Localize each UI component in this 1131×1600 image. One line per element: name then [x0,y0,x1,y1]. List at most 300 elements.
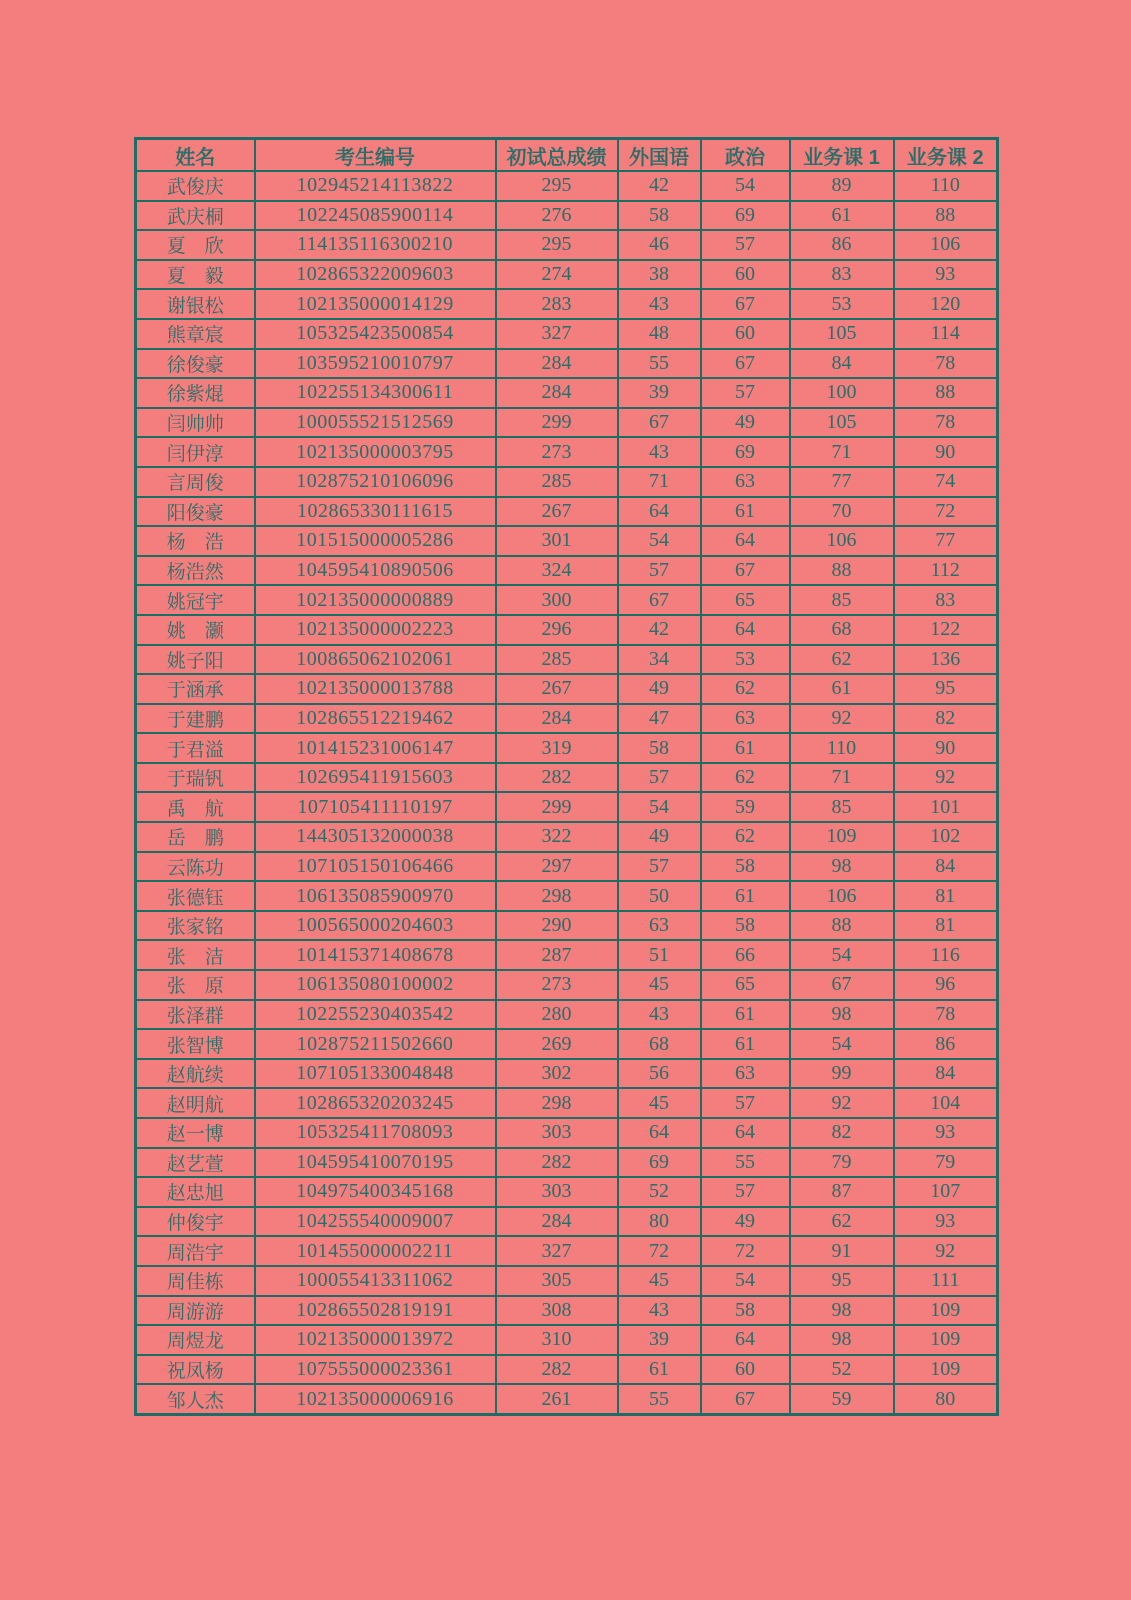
cell-foreign-language: 80 [618,1207,701,1237]
cell-name: 仲俊宇 [136,1207,255,1237]
cell-total: 280 [496,1000,618,1030]
cell-course1: 86 [790,230,894,260]
cell-name: 言周俊 [136,467,255,497]
cell-candidate-id: 101455000002211 [255,1236,496,1266]
cell-course1: 53 [790,289,894,319]
cell-course2: 78 [894,349,998,379]
cell-politics: 65 [701,970,790,1000]
cell-name: 赵艺萱 [136,1148,255,1178]
cell-course2: 93 [894,1118,998,1148]
cell-politics: 57 [701,378,790,408]
table-row [136,881,998,911]
cell-politics: 58 [701,1296,790,1326]
cell-name: 于涵承 [136,674,255,704]
cell-candidate-id: 114135116300210 [255,230,496,260]
cell-politics: 64 [701,1118,790,1148]
cell-name: 杨浩然 [136,556,255,586]
cell-course1: 98 [790,852,894,882]
cell-politics: 61 [701,733,790,763]
cell-total: 295 [496,230,618,260]
cell-course1: 70 [790,497,894,527]
cell-foreign-language: 43 [618,1296,701,1326]
cell-course1: 79 [790,1148,894,1178]
cell-foreign-language: 67 [618,585,701,615]
cell-foreign-language: 64 [618,1118,701,1148]
cell-politics: 61 [701,497,790,527]
cell-politics: 69 [701,437,790,467]
table-row [136,763,998,793]
table-row [136,408,998,438]
cell-course2: 93 [894,260,998,290]
cell-course1: 61 [790,201,894,231]
cell-foreign-language: 55 [618,1384,701,1414]
cell-course2: 109 [894,1355,998,1385]
cell-course2: 84 [894,852,998,882]
cell-course1: 62 [790,645,894,675]
cell-candidate-id: 102255230403542 [255,1000,496,1030]
cell-politics: 62 [701,674,790,704]
cell-course1: 62 [790,1207,894,1237]
cell-candidate-id: 102135000006916 [255,1384,496,1414]
cell-politics: 49 [701,1207,790,1237]
table-row [136,1296,998,1326]
table-row [136,1236,998,1266]
cell-foreign-language: 56 [618,1059,701,1089]
cell-total: 308 [496,1296,618,1326]
column-header: 姓名 [136,139,255,172]
cell-total: 290 [496,911,618,941]
table-row [136,704,998,734]
cell-course1: 82 [790,1118,894,1148]
cell-politics: 67 [701,556,790,586]
cell-foreign-language: 42 [618,171,701,201]
cell-course2: 110 [894,171,998,201]
cell-course2: 79 [894,1148,998,1178]
cell-name: 于建鹏 [136,704,255,734]
table-row [136,467,998,497]
cell-candidate-id: 102245085900114 [255,201,496,231]
cell-course2: 82 [894,704,998,734]
cell-name: 张家铭 [136,911,255,941]
cell-course2: 95 [894,674,998,704]
cell-politics: 60 [701,319,790,349]
cell-total: 299 [496,792,618,822]
cell-foreign-language: 54 [618,526,701,556]
cell-course1: 109 [790,822,894,852]
cell-total: 282 [496,1355,618,1385]
cell-candidate-id: 102865320203245 [255,1088,496,1118]
score-table-container [134,137,999,1416]
cell-name: 武庆桐 [136,201,255,231]
cell-name: 夏 毅 [136,260,255,290]
cell-candidate-id: 102135000014129 [255,289,496,319]
cell-foreign-language: 43 [618,289,701,319]
cell-candidate-id: 100565000204603 [255,911,496,941]
cell-foreign-language: 39 [618,378,701,408]
cell-name: 岳 鹏 [136,822,255,852]
cell-name: 谢银松 [136,289,255,319]
cell-name: 赵明航 [136,1088,255,1118]
cell-foreign-language: 52 [618,1177,701,1207]
table-row [136,1029,998,1059]
score-table [134,137,999,1416]
cell-name: 赵一博 [136,1118,255,1148]
cell-name: 张智博 [136,1029,255,1059]
cell-total: 296 [496,615,618,645]
cell-foreign-language: 38 [618,260,701,290]
cell-course1: 100 [790,378,894,408]
cell-candidate-id: 104595410890506 [255,556,496,586]
cell-course2: 112 [894,556,998,586]
cell-name: 云陈功 [136,852,255,882]
cell-foreign-language: 64 [618,497,701,527]
cell-candidate-id: 107555000023361 [255,1355,496,1385]
cell-name: 武俊庆 [136,171,255,201]
cell-course1: 98 [790,1000,894,1030]
cell-total: 305 [496,1266,618,1296]
cell-politics: 54 [701,1266,790,1296]
cell-course2: 80 [894,1384,998,1414]
cell-foreign-language: 58 [618,201,701,231]
cell-course2: 90 [894,733,998,763]
cell-course1: 71 [790,437,894,467]
cell-foreign-language: 46 [618,230,701,260]
table-row [136,201,998,231]
cell-total: 319 [496,733,618,763]
cell-candidate-id: 102255134300611 [255,378,496,408]
cell-name: 于君溢 [136,733,255,763]
table-row [136,497,998,527]
cell-name: 徐俊豪 [136,349,255,379]
cell-course1: 61 [790,674,894,704]
cell-name: 周浩宇 [136,1236,255,1266]
cell-candidate-id: 107105133004848 [255,1059,496,1089]
cell-politics: 62 [701,763,790,793]
cell-course1: 92 [790,1088,894,1118]
table-row [136,289,998,319]
cell-candidate-id: 106135085900970 [255,881,496,911]
cell-total: 295 [496,171,618,201]
cell-course1: 91 [790,1236,894,1266]
cell-course2: 107 [894,1177,998,1207]
cell-candidate-id: 102875211502660 [255,1029,496,1059]
cell-politics: 65 [701,585,790,615]
table-row [136,792,998,822]
cell-course1: 98 [790,1296,894,1326]
table-row [136,970,998,1000]
cell-total: 269 [496,1029,618,1059]
table-row [136,319,998,349]
cell-course1: 84 [790,349,894,379]
cell-politics: 67 [701,349,790,379]
cell-candidate-id: 104975400345168 [255,1177,496,1207]
cell-course1: 105 [790,319,894,349]
column-header: 初试总成绩 [496,139,618,172]
cell-foreign-language: 48 [618,319,701,349]
cell-name: 熊章宸 [136,319,255,349]
cell-name: 张泽群 [136,1000,255,1030]
table-row [136,585,998,615]
table-row [136,674,998,704]
cell-total: 322 [496,822,618,852]
cell-foreign-language: 69 [618,1148,701,1178]
cell-candidate-id: 106135080100002 [255,970,496,1000]
cell-candidate-id: 107105150106466 [255,852,496,882]
cell-course1: 89 [790,171,894,201]
cell-total: 298 [496,1088,618,1118]
cell-course1: 77 [790,467,894,497]
column-header: 外国语 [618,139,701,172]
cell-course1: 106 [790,881,894,911]
cell-foreign-language: 57 [618,852,701,882]
cell-politics: 58 [701,911,790,941]
table-row [136,1384,998,1414]
cell-total: 273 [496,970,618,1000]
cell-name: 张 原 [136,970,255,1000]
cell-politics: 66 [701,940,790,970]
cell-candidate-id: 102135000003795 [255,437,496,467]
cell-total: 273 [496,437,618,467]
cell-course1: 106 [790,526,894,556]
cell-foreign-language: 55 [618,349,701,379]
cell-total: 282 [496,1148,618,1178]
table-row [136,437,998,467]
cell-candidate-id: 100055413311062 [255,1266,496,1296]
table-row [136,733,998,763]
table-row [136,1088,998,1118]
table-row [136,822,998,852]
cell-total: 267 [496,497,618,527]
cell-course1: 52 [790,1355,894,1385]
cell-politics: 57 [701,1088,790,1118]
cell-total: 284 [496,1207,618,1237]
table-row [136,645,998,675]
cell-course2: 92 [894,1236,998,1266]
cell-politics: 57 [701,1177,790,1207]
cell-politics: 61 [701,1000,790,1030]
cell-course1: 59 [790,1384,894,1414]
cell-candidate-id: 102865322009603 [255,260,496,290]
cell-total: 287 [496,940,618,970]
cell-politics: 60 [701,1355,790,1385]
cell-course2: 81 [894,911,998,941]
cell-candidate-id: 105325423500854 [255,319,496,349]
cell-politics: 64 [701,1325,790,1355]
table-row [136,349,998,379]
cell-foreign-language: 47 [618,704,701,734]
cell-course2: 72 [894,497,998,527]
cell-total: 299 [496,408,618,438]
cell-name: 禹 航 [136,792,255,822]
cell-course2: 78 [894,1000,998,1030]
column-header: 业务课 1 [790,139,894,172]
cell-politics: 58 [701,852,790,882]
cell-politics: 63 [701,1059,790,1089]
cell-foreign-language: 54 [618,792,701,822]
cell-total: 310 [496,1325,618,1355]
table-row [136,230,998,260]
table-row [136,1148,998,1178]
cell-name: 周佳栋 [136,1266,255,1296]
cell-course1: 99 [790,1059,894,1089]
cell-foreign-language: 57 [618,556,701,586]
cell-course2: 109 [894,1296,998,1326]
column-header: 业务课 2 [894,139,998,172]
table-row [136,615,998,645]
cell-candidate-id: 107105411110197 [255,792,496,822]
cell-course2: 96 [894,970,998,1000]
cell-name: 姚子阳 [136,645,255,675]
cell-total: 303 [496,1118,618,1148]
cell-name: 闫伊淳 [136,437,255,467]
cell-politics: 64 [701,615,790,645]
table-row [136,1059,998,1089]
table-row [136,1266,998,1296]
cell-total: 303 [496,1177,618,1207]
cell-course2: 90 [894,437,998,467]
cell-candidate-id: 105325411708093 [255,1118,496,1148]
cell-candidate-id: 101415371408678 [255,940,496,970]
cell-course2: 114 [894,319,998,349]
cell-foreign-language: 67 [618,408,701,438]
cell-course1: 92 [790,704,894,734]
cell-foreign-language: 72 [618,1236,701,1266]
cell-total: 302 [496,1059,618,1089]
cell-foreign-language: 43 [618,437,701,467]
cell-total: 284 [496,349,618,379]
cell-politics: 62 [701,822,790,852]
cell-course1: 54 [790,940,894,970]
cell-name: 周煜龙 [136,1325,255,1355]
cell-name: 张德钰 [136,881,255,911]
cell-course1: 54 [790,1029,894,1059]
cell-total: 327 [496,1236,618,1266]
column-header: 考生编号 [255,139,496,172]
table-row [136,911,998,941]
cell-course2: 104 [894,1088,998,1118]
cell-politics: 67 [701,1384,790,1414]
cell-politics: 63 [701,467,790,497]
cell-candidate-id: 101415231006147 [255,733,496,763]
cell-total: 267 [496,674,618,704]
cell-foreign-language: 71 [618,467,701,497]
cell-candidate-id: 102135000013972 [255,1325,496,1355]
cell-course1: 88 [790,556,894,586]
cell-course2: 120 [894,289,998,319]
cell-course2: 84 [894,1059,998,1089]
cell-total: 284 [496,378,618,408]
cell-total: 301 [496,526,618,556]
cell-total: 285 [496,645,618,675]
cell-total: 324 [496,556,618,586]
cell-politics: 61 [701,1029,790,1059]
cell-name: 杨 浩 [136,526,255,556]
cell-course2: 77 [894,526,998,556]
cell-candidate-id: 101515000005286 [255,526,496,556]
cell-total: 285 [496,467,618,497]
cell-course1: 83 [790,260,894,290]
cell-course1: 105 [790,408,894,438]
cell-course1: 110 [790,733,894,763]
cell-candidate-id: 102875210106096 [255,467,496,497]
cell-total: 300 [496,585,618,615]
table-row [136,556,998,586]
cell-course1: 85 [790,585,894,615]
cell-candidate-id: 102135000000889 [255,585,496,615]
cell-course1: 87 [790,1177,894,1207]
cell-foreign-language: 45 [618,970,701,1000]
cell-foreign-language: 49 [618,674,701,704]
cell-course2: 106 [894,230,998,260]
cell-total: 282 [496,763,618,793]
cell-course2: 116 [894,940,998,970]
header-row [136,139,998,172]
cell-candidate-id: 100865062102061 [255,645,496,675]
cell-total: 274 [496,260,618,290]
cell-name: 姚 灏 [136,615,255,645]
cell-politics: 61 [701,881,790,911]
cell-name: 周游游 [136,1296,255,1326]
cell-candidate-id: 102945214113822 [255,171,496,201]
cell-total: 276 [496,201,618,231]
cell-name: 夏 欣 [136,230,255,260]
cell-foreign-language: 43 [618,1000,701,1030]
cell-total: 261 [496,1384,618,1414]
cell-politics: 60 [701,260,790,290]
cell-foreign-language: 50 [618,881,701,911]
cell-foreign-language: 42 [618,615,701,645]
cell-name: 闫帅帅 [136,408,255,438]
cell-foreign-language: 51 [618,940,701,970]
cell-course2: 92 [894,763,998,793]
cell-candidate-id: 144305132000038 [255,822,496,852]
cell-total: 284 [496,704,618,734]
cell-politics: 59 [701,792,790,822]
table-row [136,526,998,556]
cell-name: 阳俊豪 [136,497,255,527]
cell-course2: 74 [894,467,998,497]
cell-course1: 98 [790,1325,894,1355]
cell-candidate-id: 102135000013788 [255,674,496,704]
cell-course2: 101 [894,792,998,822]
table-row [136,1118,998,1148]
cell-foreign-language: 61 [618,1355,701,1385]
table-row [136,1177,998,1207]
cell-foreign-language: 49 [618,822,701,852]
cell-politics: 55 [701,1148,790,1178]
cell-foreign-language: 45 [618,1266,701,1296]
cell-name: 徐紫焜 [136,378,255,408]
cell-total: 327 [496,319,618,349]
table-row [136,852,998,882]
cell-course2: 88 [894,378,998,408]
table-row [136,260,998,290]
table-row [136,940,998,970]
cell-politics: 53 [701,645,790,675]
cell-foreign-language: 39 [618,1325,701,1355]
cell-course2: 109 [894,1325,998,1355]
cell-politics: 69 [701,201,790,231]
cell-candidate-id: 102865330111615 [255,497,496,527]
cell-course1: 95 [790,1266,894,1296]
cell-course1: 88 [790,911,894,941]
cell-name: 邹人杰 [136,1384,255,1414]
cell-foreign-language: 63 [618,911,701,941]
cell-politics: 67 [701,289,790,319]
cell-course2: 102 [894,822,998,852]
cell-politics: 72 [701,1236,790,1266]
table-row [136,1355,998,1385]
